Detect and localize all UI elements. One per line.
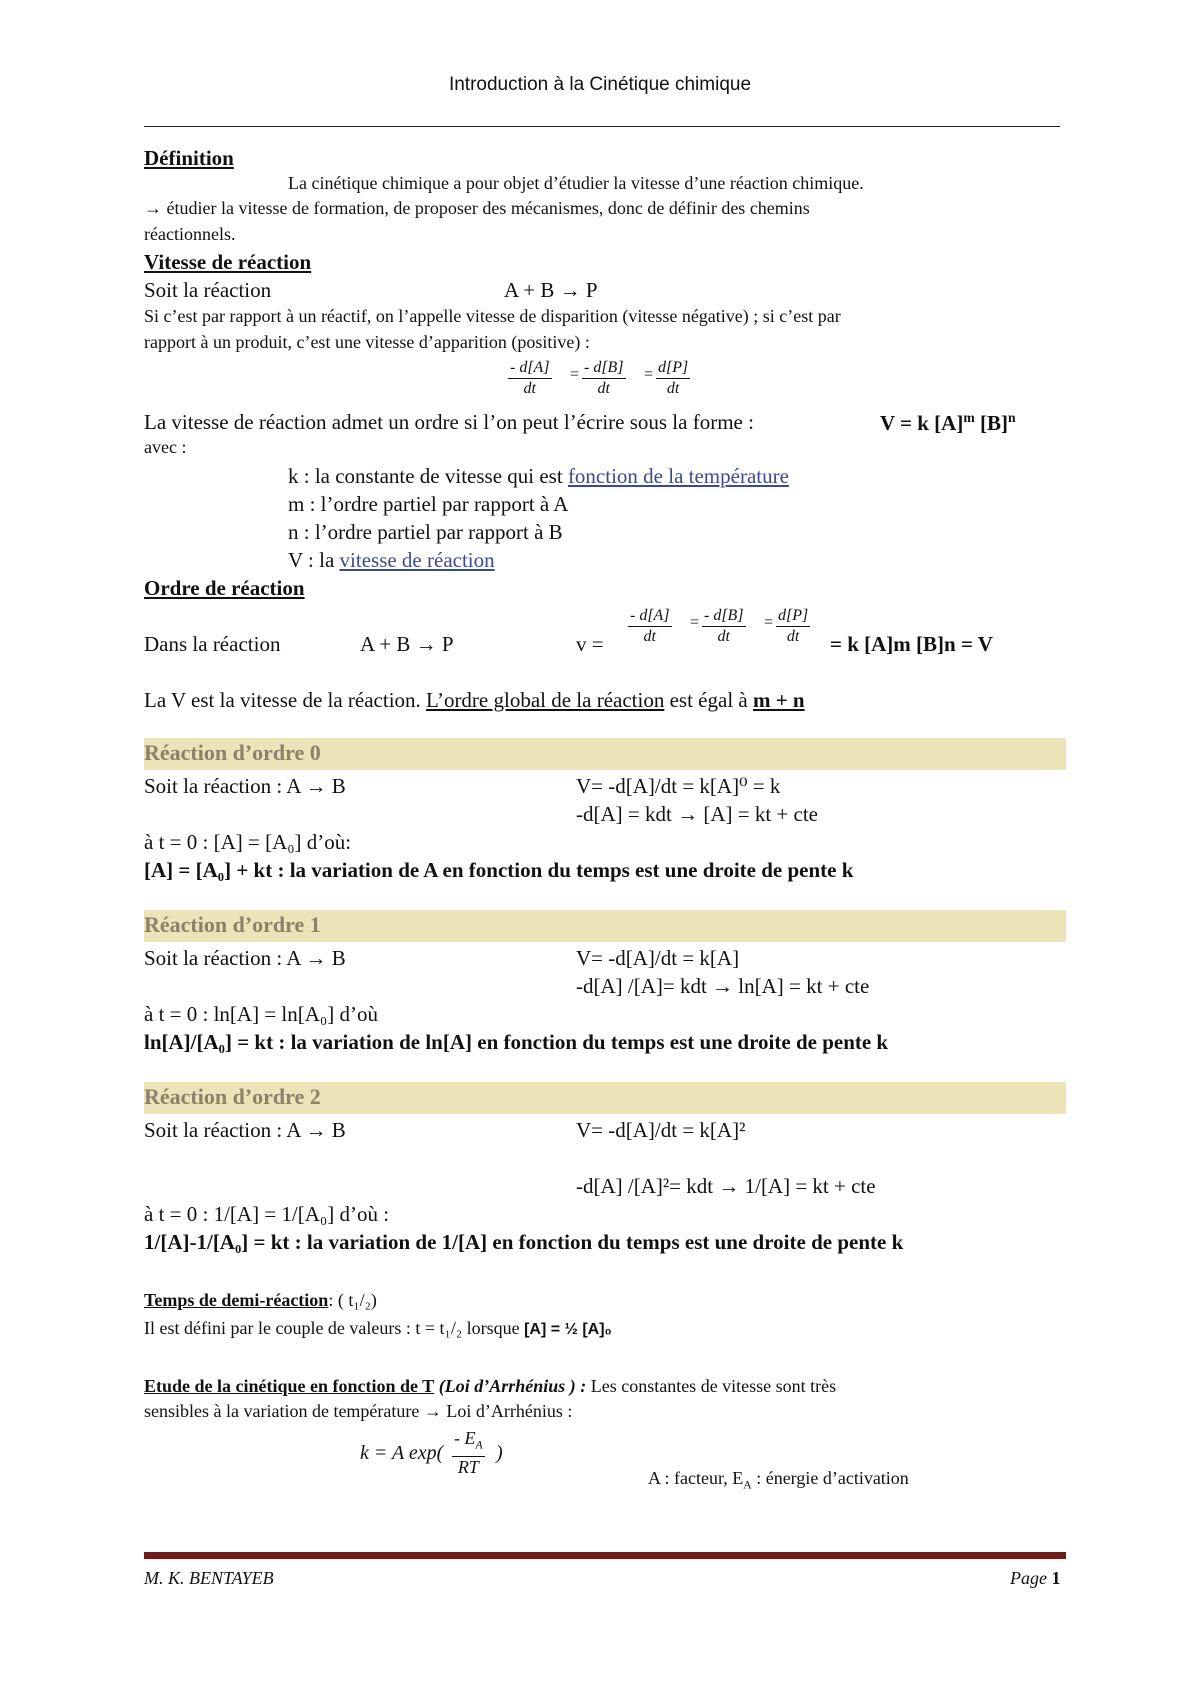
- arrhenius-line-2: sensibles à la variation de température → Loi d’Arrhénius :: [144, 1401, 573, 1421]
- arrhenius-fraction: [452, 1428, 485, 1477]
- arrhenius-heading: Etude de la cinétique en fonction de T: [144, 1376, 435, 1396]
- m-definition: m : l’ordre partiel par rapport à A: [288, 492, 569, 516]
- arrhenius-legend: [648, 1468, 909, 1492]
- demi-reaction-condition: [A] = ½ [A]₀: [524, 1321, 612, 1338]
- page-header-title: Introduction à la Cinétique chimique: [448, 74, 752, 95]
- arrhenius-legend-text: : énergie d’activation: [751, 1468, 909, 1488]
- formula-exponent-m: m: [963, 410, 975, 425]
- definition-line-2: → étudier la vitesse de formation, de proposer des mécanismes, donc de définir des chemins: [144, 198, 810, 218]
- ordre-global-text: La V est la vitesse de la réaction.: [144, 688, 427, 712]
- vitesse-para-1: Si c’est par rapport à un réactif, on l’appelle vitesse de disparition (vitesse négative) ; si c’est par: [144, 306, 841, 326]
- fraction-numerator: - d[A]: [628, 606, 672, 627]
- n-definition: n : l’ordre partiel par rapport à B: [288, 520, 563, 544]
- ordre0-band: [144, 738, 1066, 770]
- vitesse-para-2: rapport à un produit, c’est une vitesse d’apparition (positive) :: [144, 332, 590, 352]
- demi-reaction-title: [144, 1290, 377, 1311]
- arrhenius-denominator: RT: [457, 1456, 479, 1477]
- fraction-numerator: d[P]: [656, 358, 690, 379]
- ordre1-initial: à t = 0 : ln[A] = ln[A₀] d’où: [144, 1002, 378, 1026]
- footer-page: [1010, 1568, 1060, 1589]
- definition-line-3: réactionnels.: [144, 224, 236, 244]
- arrhenius-numerator: [452, 1428, 485, 1457]
- fraction-db-dt: [702, 606, 746, 647]
- definition-line-1: La cinétique chimique a pour objet d’étudier la vitesse d’une réaction chimique.: [288, 173, 864, 193]
- footer-author: M. K. BENTAYEB: [144, 1568, 274, 1588]
- vitesse-link[interactable]: vitesse de réaction: [339, 548, 495, 572]
- ordre2-soit: Soit la réaction : A → B: [144, 1118, 346, 1142]
- ordre-global-underlined: L’ordre global de la réaction: [426, 688, 665, 712]
- ordre-heading: Ordre de réaction: [144, 576, 305, 600]
- equals-sign: =: [570, 366, 580, 383]
- fraction-denominator: dt: [666, 380, 680, 397]
- fraction-numerator: - d[A]: [508, 358, 552, 379]
- ordre1-heading: Réaction d’ordre 1: [144, 912, 321, 937]
- arrhenius-numerator-text: - E: [454, 1428, 476, 1448]
- footer-page-number: 1: [1051, 1568, 1061, 1588]
- formula-part: [B]: [974, 411, 1008, 435]
- ordre1-soit: Soit la réaction : A → B: [144, 946, 346, 970]
- ordre2-initial: à t = 0 : 1/[A] = 1/[A₀] d’où :: [144, 1202, 390, 1226]
- header-rule: [144, 126, 1060, 127]
- vitesse-heading: Vitesse de réaction: [144, 250, 312, 274]
- demi-reaction-text: Il est défini par le couple de valeurs : t = t₁/₂ lorsque: [144, 1318, 525, 1338]
- ordre-global-sum: m + n: [752, 688, 805, 712]
- equals-sign: =: [764, 614, 774, 631]
- v-equals: v =: [576, 632, 604, 656]
- ordre0-integration: -d[A] = kdt → [A] = kt + cte: [576, 802, 818, 826]
- fraction-denominator: dt: [643, 628, 656, 645]
- vitesse-soit-label: Soit la réaction: [144, 278, 272, 302]
- ordre2-heading: Réaction d’ordre 2: [144, 1084, 321, 1109]
- definition-heading: Définition: [144, 146, 234, 170]
- arrhenius-legend-sub: A: [743, 1478, 752, 1492]
- k-definition: [288, 464, 789, 489]
- demi-reaction-heading: Temps de demi-réaction: [144, 1290, 329, 1310]
- arrhenius-text: Les constantes de vitesse sont très: [586, 1376, 837, 1396]
- ordre-definition-line: La vitesse de réaction admet un ordre si l’on peut l’écrire sous la forme :: [144, 410, 754, 434]
- fraction-numerator: - d[B]: [702, 606, 746, 627]
- ordre-dans-label: Dans la réaction: [144, 632, 281, 656]
- equals-sign: =: [644, 366, 654, 383]
- ordre0-soit: Soit la réaction : A → B: [144, 774, 346, 798]
- fraction-da-dt: [628, 606, 672, 647]
- formula-part: V = k [A]: [880, 411, 964, 435]
- fraction-dp-dt: [776, 606, 810, 647]
- temperature-link[interactable]: fonction de la température: [567, 464, 789, 488]
- demi-reaction-symbol: : ( t₁/₂): [328, 1290, 377, 1310]
- vitesse-reaction: A + B → P: [504, 278, 598, 302]
- ordre-reaction: A + B → P: [360, 632, 454, 656]
- rate-law-formula: [880, 410, 1016, 436]
- ordre0-rate: V= -d[A]/dt = k[A]⁰ = k: [576, 774, 781, 798]
- arrhenius-close-paren: ): [496, 1442, 503, 1464]
- fraction-db-dt: [582, 358, 626, 399]
- fraction-numerator: d[P]: [776, 606, 810, 627]
- fraction-denominator: dt: [523, 380, 536, 397]
- ordre2-integration: -d[A] /[A]²= kdt → 1/[A] = kt + cte: [576, 1174, 876, 1198]
- formula-exponent-n: n: [1007, 410, 1016, 425]
- equals-sign: =: [690, 614, 700, 631]
- v-definition: [288, 548, 495, 573]
- ordre2-band: [144, 1082, 1066, 1114]
- fraction-denominator: dt: [597, 380, 610, 397]
- ordre-result: = k [A]m [B]n = V: [830, 632, 993, 656]
- ordre-global-line: [144, 688, 805, 713]
- ordre1-rate: V= -d[A]/dt = k[A]: [576, 946, 740, 970]
- ordre0-initial: à t = 0 : [A] = [A₀] d’où:: [144, 830, 352, 854]
- footer-page-label: Page: [1010, 1568, 1052, 1588]
- arrhenius-k-equals: k = A exp(: [360, 1442, 444, 1464]
- ordre-global-text: est égal à: [664, 688, 753, 712]
- ordre0-result: [A] = [A₀] + kt : la variation de A en fonction du temps est une droite de pente k: [144, 858, 854, 882]
- fraction-denominator: dt: [786, 628, 800, 645]
- ordre1-result: ln[A]/[A₀] = kt : la variation de ln[A] en fonction du temps est une droite de pente k: [144, 1030, 889, 1054]
- ordre0-heading: Réaction d’ordre 0: [144, 740, 321, 765]
- k-definition-text: k : la constante de vitesse qui est: [288, 464, 568, 488]
- v-definition-text: V : la: [288, 548, 340, 572]
- ordre2-result: 1/[A]-1/[A₀] = kt : la variation de 1/[A] en fonction du temps est une droite de pente k: [144, 1230, 904, 1254]
- fraction-dp-dt: [656, 358, 690, 399]
- arrhenius-numerator-sub: A: [475, 1438, 483, 1452]
- ordre2-rate: V= -d[A]/dt = k[A]²: [576, 1118, 746, 1142]
- footer-bar: [144, 1552, 1066, 1559]
- fraction-da-dt: [508, 358, 552, 399]
- arrhenius-line-1: [144, 1376, 836, 1397]
- fraction-denominator: dt: [717, 628, 730, 645]
- demi-reaction-definition: [144, 1318, 612, 1339]
- avec-label: avec :: [144, 437, 187, 457]
- ordre1-integration: -d[A] /[A]= kdt → ln[A] = kt + cte: [576, 974, 870, 998]
- arrhenius-law-name: (Loi d’Arrhénius ) :: [438, 1376, 587, 1396]
- fraction-numerator: - d[B]: [582, 358, 626, 379]
- ordre1-band: [144, 910, 1066, 942]
- arrhenius-legend-text: A : facteur, E: [648, 1468, 744, 1488]
